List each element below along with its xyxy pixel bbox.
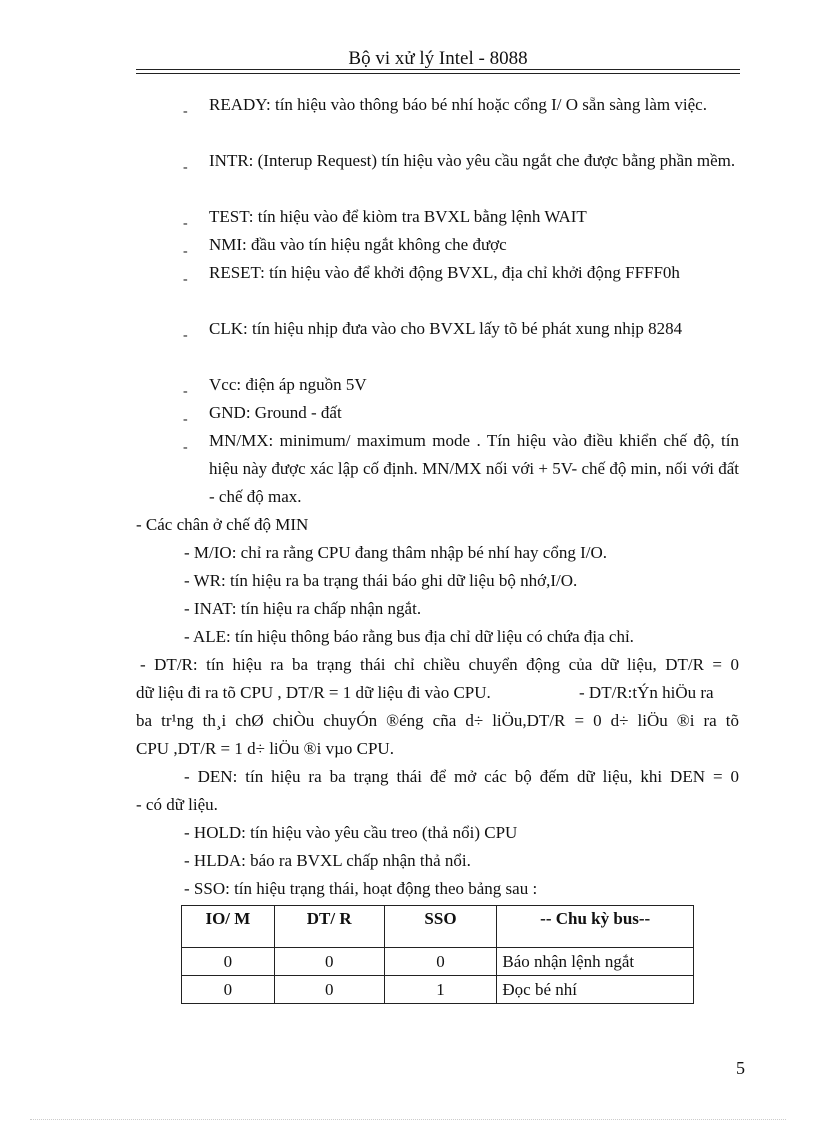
min-dtr-line-4: CPU ,DT/R = 1 d÷ liÖu ®i vµo CPU.: [136, 739, 394, 758]
bullet-intr: INTR: (Interup Request) tín hiệu vào yêu cầu ngắt che được bằng phần mềm.: [209, 151, 736, 170]
bullet-test: TEST: tín hiệu vào để kiòm tra BVXL bằng lệnh WAIT: [209, 207, 587, 226]
page-number: 5: [736, 1058, 745, 1078]
table-row: [182, 976, 694, 1004]
bullet-marker: -: [183, 244, 188, 259]
min-dtr-line-3: ba tr¹ng th¸i chØ chiÒu chuyÓn ®éng cña d÷ liÖu,DT/R = 0 d÷ liÖu ®i ra tõ: [136, 711, 739, 730]
table-cell: 1: [384, 976, 497, 1004]
table-header-cell: -- Chu kỳ bus--: [497, 906, 694, 948]
bullet-marker: -: [183, 328, 188, 343]
min-sso-line: - SSO: tín hiệu trạng thái, hoạt động theo bảng sau :: [184, 879, 538, 898]
min-mode-heading: - Các chân ở chế độ MIN: [136, 515, 309, 534]
bullet-nmi: NMI: đầu vào tín hiệu ngắt không che được: [209, 235, 507, 254]
table-cell: Đọc bé nhí: [497, 976, 694, 1004]
header-rule-top: [136, 69, 740, 70]
bullet-marker: -: [183, 384, 188, 399]
bullet-clk: CLK: tín hiệu nhịp đưa vào cho BVXL lấy tõ bé phát xung nhịp 8284: [209, 319, 683, 338]
bullet-reset: RESET: tín hiệu vào để khởi động BVXL, địa chỉ khởi động FFFF0h: [209, 263, 680, 282]
table-cell: 0: [182, 948, 275, 976]
table-header-row: [182, 906, 694, 948]
min-hlda-line: - HLDA: báo ra BVXL chấp nhận thả nổi.: [184, 851, 471, 870]
bullet-marker: -: [183, 440, 188, 455]
bullet-marker: -: [183, 272, 188, 287]
table-header-cell: SSO: [384, 906, 497, 948]
table-cell: Báo nhận lệnh ngắt: [497, 948, 694, 976]
min-mio-line: - M/IO: chỉ ra rằng CPU đang thâm nhập bé nhí hay cổng I/O.: [184, 543, 608, 562]
bullet-marker: -: [183, 216, 188, 231]
min-dtr-line-2b: - DT/R:tÝn hiÖu ra: [579, 683, 714, 702]
table-cell: 0: [182, 976, 275, 1004]
table-row: [182, 948, 694, 976]
min-dtr-line-2: dữ liệu đi ra tõ CPU , DT/R = 1 dữ liệu đi vào CPU.: [136, 683, 491, 702]
table-cell: 0: [274, 948, 384, 976]
min-wr-line: - WR: tín hiệu ra ba trạng thái báo ghi dữ liệu bộ nhớ,I/O.: [184, 571, 578, 590]
header-rule-bottom: [136, 73, 740, 74]
table-header-cell: DT/ R: [274, 906, 384, 948]
min-inat-line: - INAT: tín hiệu ra chấp nhận ngắt.: [184, 599, 422, 618]
page-header-title: Bộ vi xử lý Intel - 8088: [348, 48, 528, 69]
page-bottom-divider: [30, 1119, 786, 1120]
bullet-marker: -: [183, 160, 188, 175]
table-header-cell: IO/ M: [182, 906, 275, 948]
bullet-marker: -: [183, 104, 188, 119]
table-cell: 0: [274, 976, 384, 1004]
min-den-line-2: - có dữ liệu.: [136, 795, 218, 814]
min-den-line-1: - DEN: tín hiệu ra ba trạng thái để mở các bộ đếm dữ liệu, khi DEN = 0: [184, 767, 739, 786]
bullet-mnmx: MN/MX: minimum/ maximum mode . Tín hiệu vào điều khiển chế độ, tín hiệu này được xác lập cố định. MN/MX nối với + 5V- chế độ min, nối với đất - chế độ max.: [209, 431, 739, 506]
bullet-gnd: GND: Ground - đất: [209, 403, 342, 422]
min-hold-line: - HOLD: tín hiệu vào yêu cầu treo (thả nổi) CPU: [184, 823, 518, 842]
bullet-marker: -: [183, 412, 188, 427]
table-cell: 0: [384, 948, 497, 976]
bullet-vcc: Vcc: điện áp nguồn 5V: [209, 375, 367, 394]
bullet-ready: READY: tín hiệu vào thông báo bé nhí hoặc cổng I/ O sẵn sàng làm việc.: [209, 95, 707, 114]
min-dtr-line-1: - DT/R: tín hiệu ra ba trạng thái chỉ chiều chuyển động của dữ liệu, DT/R = 0: [140, 655, 739, 674]
min-ale-line: - ALE: tín hiệu thông báo rằng bus địa chỉ dữ liệu có chứa địa chỉ.: [184, 627, 634, 646]
sso-bus-cycle-table: [181, 905, 694, 1004]
